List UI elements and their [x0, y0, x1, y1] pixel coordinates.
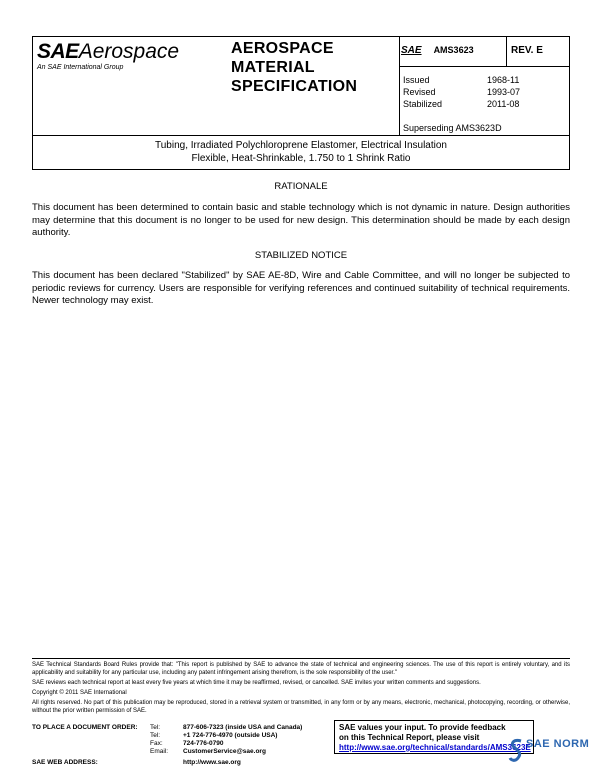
date-value: 1993-07 [487, 87, 521, 97]
order-label: TO PLACE A DOCUMENT ORDER: [32, 724, 138, 731]
subject-line-1: Tubing, Irradiated Polychloroprene Elastomer, Electrical Insulation [154, 140, 447, 151]
sae-mark: SAE [401, 45, 422, 56]
footer-review-note: SAE reviews each technical report at least every five years at which time it may be reaffirmed, revised, or cancelled. SAE invites your written comments and suggestions. [32, 680, 481, 686]
date-label: Revised [403, 87, 436, 97]
sae-aerospace-logo [37, 41, 222, 81]
date-value: 2011-08 [487, 99, 520, 109]
web-label: SAE WEB ADDRESS: [32, 759, 98, 766]
contact-key: Fax: [150, 740, 163, 747]
email-link[interactable]: CustomerService@sae.org [183, 748, 266, 755]
feedback-link[interactable]: http://www.sae.org/technical/standards/AMS3623E [339, 743, 531, 752]
logo-product: Aerospace [78, 40, 180, 63]
title-line-2: MATERIAL [231, 59, 315, 76]
contact-value[interactable]: 877-606-7323 (inside USA and Canada) [183, 724, 303, 731]
order-contacts [32, 724, 302, 767]
document-subject [32, 136, 570, 170]
contact-key: Tel: [150, 724, 161, 731]
document-header [32, 36, 570, 136]
footer-board-rules: SAE Technical Standards Board Rules provide that: "This report is published by SAE to advance the state of technical and engineering sciences. The use of this report is entirely voluntary, and its applicability and suitability for any particular use, including any patent infringement arising therefrom, is the sole responsibility of the user." [32, 662, 570, 676]
stabilized-notice-text: This document has been declared "Stabilized" by SAE AE-8D, Wire and Cable Committee, and will no longer be subjected to periodic reviews for currency. Users are responsible for verifying references and continued suitability of technical requirements. Newer technology may exist. [32, 270, 570, 306]
document-number [401, 45, 505, 56]
footer-rule [32, 658, 570, 659]
document-number-text: AMS3623 [433, 45, 474, 55]
title-line-3: SPECIFICATION [231, 78, 358, 95]
date-value: 1968-11 [487, 75, 520, 85]
header-divider [399, 66, 570, 67]
date-label: Stabilized [403, 99, 443, 109]
rationale-text: This document has been determined to contain basic and stable technology which is not dynamic in nature. Design authorities may determine that this document is no longer to be used for new design. This determination should be made by each design authority. [32, 202, 570, 238]
web-link[interactable]: http://www.sae.org [183, 759, 241, 766]
date-table [403, 74, 563, 110]
subject-line-2: Flexible, Heat-Shrinkable, 1.750 to 1 Shrink Ratio [191, 153, 411, 164]
date-label: Issued [403, 75, 430, 85]
legal-footer [32, 661, 570, 717]
date-row [403, 74, 563, 86]
watermark-text: SAE NORM [526, 738, 590, 750]
header-divider [399, 37, 400, 135]
footer-copyright: Copyright © 2011 SAE International [32, 690, 127, 696]
superseding-note: Superseding AMS3623D [403, 123, 502, 133]
contact-value: 724-776-0790 [183, 740, 224, 747]
document-type-title [231, 39, 391, 96]
footer-rights: All rights reserved. No part of this publication may be reproduced, stored in a retrieval system or transmitted, in any form or by any means, electronic, mechanical, photocopying, recording, or otherwise, without the prior written permission of SAE. [32, 700, 570, 714]
contact-value[interactable]: +1 724-776-4970 (outside USA) [183, 732, 278, 739]
rationale-heading: RATIONALE [274, 181, 328, 192]
title-line-1: AEROSPACE [231, 40, 334, 57]
contact-key: Tel: [150, 732, 161, 739]
feedback-box [334, 720, 534, 754]
feedback-text-2: on this Technical Report, please visit [339, 733, 480, 742]
logo-brand: SAE [37, 40, 79, 63]
watermark [508, 738, 600, 768]
header-divider [506, 37, 507, 66]
date-row [403, 86, 563, 98]
logo-tagline: An SAE International Group [37, 64, 124, 71]
date-row [403, 98, 563, 110]
contact-key: Email: [150, 748, 169, 755]
watermark-logo-icon [508, 738, 524, 764]
revision-label: REV. E [511, 45, 543, 56]
stabilized-notice-heading: STABILIZED NOTICE [254, 250, 348, 261]
feedback-text-1: SAE values your input. To provide feedback [339, 723, 506, 732]
